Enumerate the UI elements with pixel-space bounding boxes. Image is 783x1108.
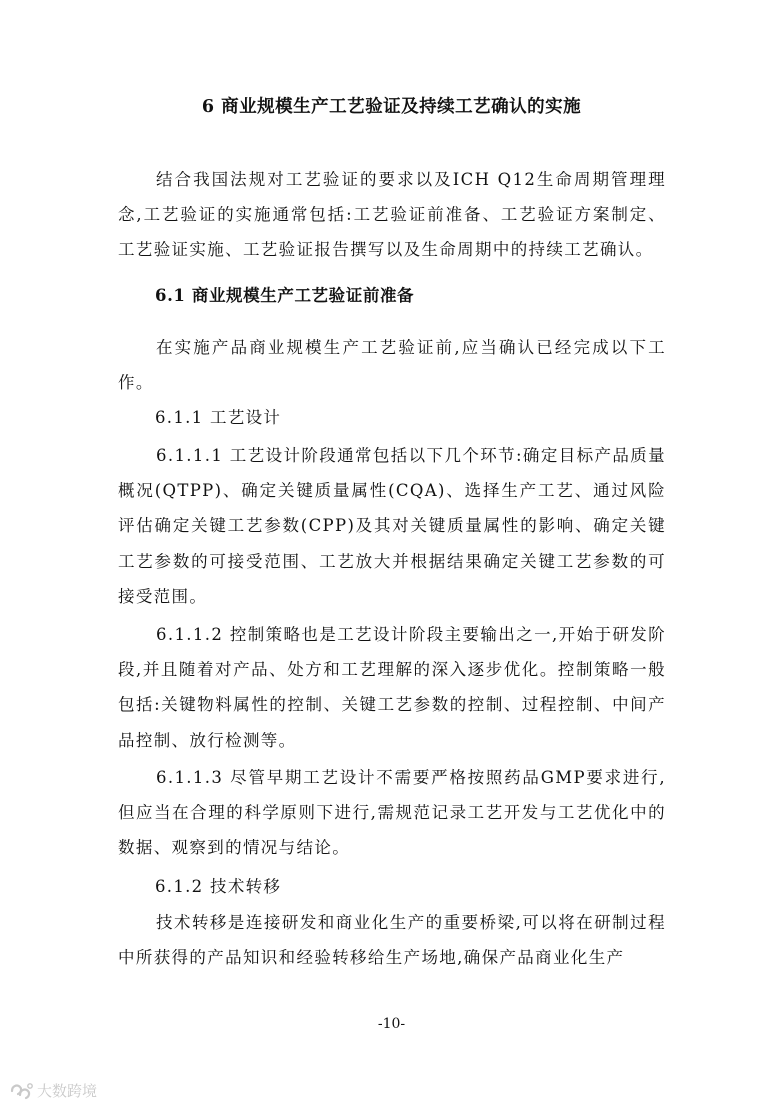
- paragraph-6-1-1-1: 6.1.1.1 工艺设计阶段通常包括以下几个环节:确定目标产品质量概况(QTPP)、确定关键质量属性(CQA)、选择生产工艺、通过风险评估确定关键工艺参数(CPP)及其对关键质量属性的影响、确定关键工艺参数的可接受范围、工艺放大并根据结果确定关键工艺参数的可接受范围。: [118, 446, 666, 606]
- intro-paragraph: 结合我国法规对工艺验证的要求以及ICH Q12生命周期管理理念,工艺验证的实施通常包括:工艺验证前准备、工艺验证方案制定、工艺验证实施、工艺验证报告撰写以及生命周期中的持续工艺确认。: [118, 170, 666, 260]
- section-6-heading: 6 商业规模生产工艺验证及持续工艺确认的实施: [201, 97, 582, 117]
- section-6-1-2-paragraph: 技术转移是连接研发和商业化生产的重要桥梁,可以将在研制过程中所获得的产品知识和经验转移给生产场地,确保产品商业化生产: [118, 913, 666, 968]
- section-6-1-2-heading: 6.1.2 技术转移: [155, 877, 282, 896]
- paragraph-6-1-1-2: 6.1.1.2 控制策略也是工艺设计阶段主要输出之一,开始于研发阶段,并且随着对产品、处方和工艺理解的深入逐步优化。控制策略一般包括:关键物料属性的控制、关键工艺参数的控制、过程控制、中间产品控制、放行检测等。: [118, 625, 666, 750]
- section-6-1-heading: 6.1 商业规模生产工艺验证前准备: [155, 286, 415, 305]
- page-number: -10-: [377, 1016, 406, 1032]
- section-6-1-paragraph: 在实施产品商业规模生产工艺验证前,应当确认已经完成以下工作。: [118, 338, 666, 393]
- section-6-1-1-heading: 6.1.1 工艺设计: [155, 408, 282, 427]
- watermark-text: 大数跨境: [37, 1082, 98, 1100]
- watermark: [8, 1080, 97, 1101]
- paragraph-6-1-1-3: 6.1.1.3 尽管早期工艺设计不需要严格按照药品GMP要求进行,但应当在合理的科学原则下进行,需规范记录工艺开发与工艺优化中的数据、观察到的情况与结论。: [118, 768, 666, 858]
- brand-logo-icon: [8, 1082, 34, 1100]
